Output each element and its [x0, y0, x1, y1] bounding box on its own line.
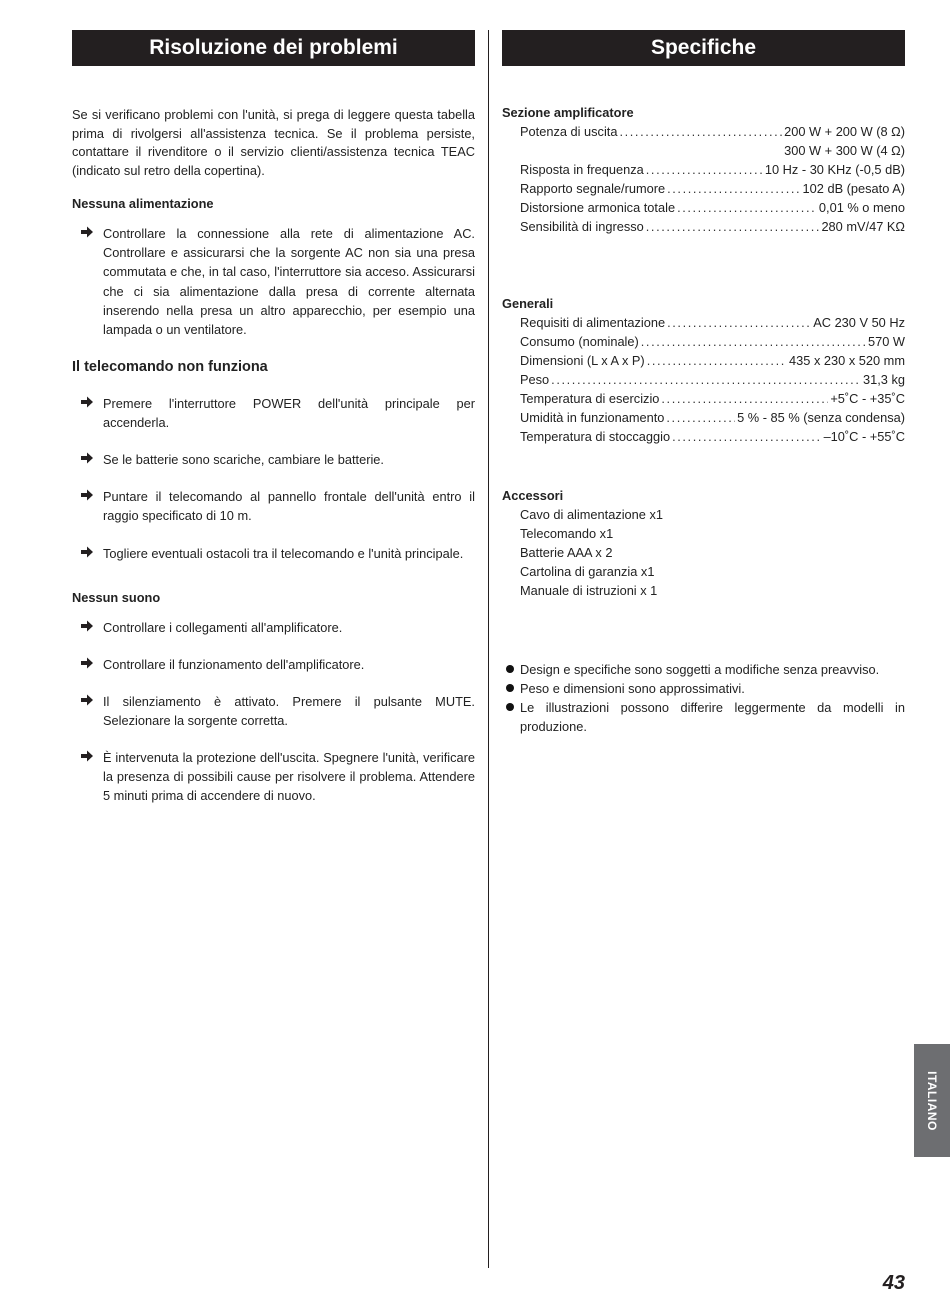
spec-row: Risposta in frequenza ..... 10 Hz - 30 KHz (-0,5 dB)	[520, 162, 905, 181]
spec-row: Peso ..... 31,3 kg	[520, 372, 905, 391]
list-item: Manuale di istruzioni x 1	[520, 583, 658, 598]
arrow-right-icon	[80, 488, 94, 502]
list-item: Controllare la connessione alla rete di alimentazione AC. Controllare e assicurarsi che la sorgente AC non sia una presa commutata e che, in tal caso, l'interruttore sia acceso. Assicurarsi che ci sia alimentazione dalla presa di corrente alternata inserendo nella presa un altro apparecchio, per esempio una lampada o un ventilatore.	[72, 224, 475, 339]
amplifier-section-title: Sezione amplificatore	[502, 105, 634, 120]
page-number: 43	[882, 1272, 905, 1294]
arrow-right-icon	[80, 225, 94, 239]
specifications-header: Specifiche	[502, 30, 905, 66]
troubleshooting-column	[72, 30, 475, 804]
arrow-right-icon	[80, 656, 94, 670]
general-section-title: Generali	[502, 296, 554, 311]
specifications-column	[502, 30, 905, 735]
language-tab	[914, 1044, 950, 1157]
spec-row: Consumo (nominale) ..... 570 W	[520, 334, 905, 353]
list-item: È intervenuta la protezione dell'uscita. Spegnere l'unità, verificare la presenza di possibili cause per risolvere il problema. Attendere 5 minuti prima di accendere di nuovo.	[72, 748, 475, 806]
troubleshooting-header: Risoluzione dei problemi	[72, 30, 475, 66]
list-item: Controllare il funzionamento dell'amplificatore.	[72, 655, 475, 674]
list-item: Cavo di alimentazione x1	[520, 507, 663, 522]
list-item: Controllare i collegamenti all'amplificatore.	[72, 618, 475, 637]
list-item: Premere l'interruttore POWER dell'unità principale per accenderla.	[72, 394, 475, 432]
note-item: Design e specifiche sono soggetti a modifiche senza preavviso.	[502, 660, 905, 679]
accessories-section-title: Accessori	[502, 488, 564, 503]
list-item: Il silenziamento è attivato. Premere il pulsante MUTE. Selezionare la sorgente corretta.	[72, 692, 475, 730]
spec-row: Sensibilità di ingresso ..... 280 mV/47 KΩ	[520, 219, 905, 238]
spec-row: Potenza di uscita ..... 200 W + 200 W (8 Ω)	[520, 124, 905, 143]
note-item: Le illustrazioni possono differire leggermente da modelli in produzione.	[502, 698, 905, 736]
spec-row: Temperatura di stoccaggio ..... –10˚C - +55˚C	[520, 429, 905, 448]
section-title-no-sound: Nessun suono	[72, 590, 161, 605]
arrow-right-icon	[80, 395, 94, 409]
arrow-right-icon	[80, 451, 94, 465]
list-item: Batterie AAA x 2	[520, 545, 613, 560]
list-item: Se le batterie sono scariche, cambiare le batterie.	[72, 450, 475, 469]
list-item: Togliere eventuali ostacoli tra il telecomando e l'unità principale.	[72, 544, 475, 563]
list-item: Cartolina di garanzia x1	[520, 564, 655, 579]
arrow-right-icon	[80, 619, 94, 633]
section-title-no-power: Nessuna alimentazione	[72, 196, 214, 211]
arrow-right-icon	[80, 693, 94, 707]
column-divider	[488, 30, 489, 1268]
bullet-icon	[506, 665, 514, 673]
spec-row: Distorsione armonica totale ..... 0,01 % o meno	[520, 200, 905, 219]
language-tab-label: ITALIANO	[925, 1070, 939, 1131]
spec-row-continuation: 300 W + 300 W (4 Ω)	[784, 143, 905, 158]
list-item: Telecomando x1	[520, 526, 614, 541]
list-item: Puntare il telecomando al pannello frontale dell'unità entro il raggio specificato di 10 m.	[72, 487, 475, 525]
section-title-remote-not-working: Il telecomando non funziona	[72, 359, 268, 375]
note-item: Peso e dimensioni sono approssimativi.	[502, 679, 905, 698]
bullet-icon	[506, 684, 514, 692]
spec-row: Umidità in funzionamento ..... 5 % - 85 % (senza condensa)	[520, 410, 905, 429]
spec-row: Dimensioni (L x A x P) ..... 435 x 230 x 520 mm	[520, 353, 905, 372]
spec-row: Requisiti di alimentazione ..... AC 230 V 50 Hz	[520, 315, 905, 334]
bullet-icon	[506, 703, 514, 711]
arrow-right-icon	[80, 545, 94, 559]
arrow-right-icon	[80, 749, 94, 763]
spec-row: Temperatura di esercizio ..... +5˚C - +35˚C	[520, 391, 905, 410]
troubleshooting-intro: Se si verificano problemi con l'unità, si prega di leggere questa tabella prima di rivolgersi all'assistenza tecnica. Se il problema persiste, contattare il rivenditore o il servizio clienti/assistenza tecnica TEAC (indicato sul retro della copertina).	[72, 107, 475, 178]
spec-row: Rapporto segnale/rumore ..... 102 dB (pesato A)	[520, 181, 905, 200]
